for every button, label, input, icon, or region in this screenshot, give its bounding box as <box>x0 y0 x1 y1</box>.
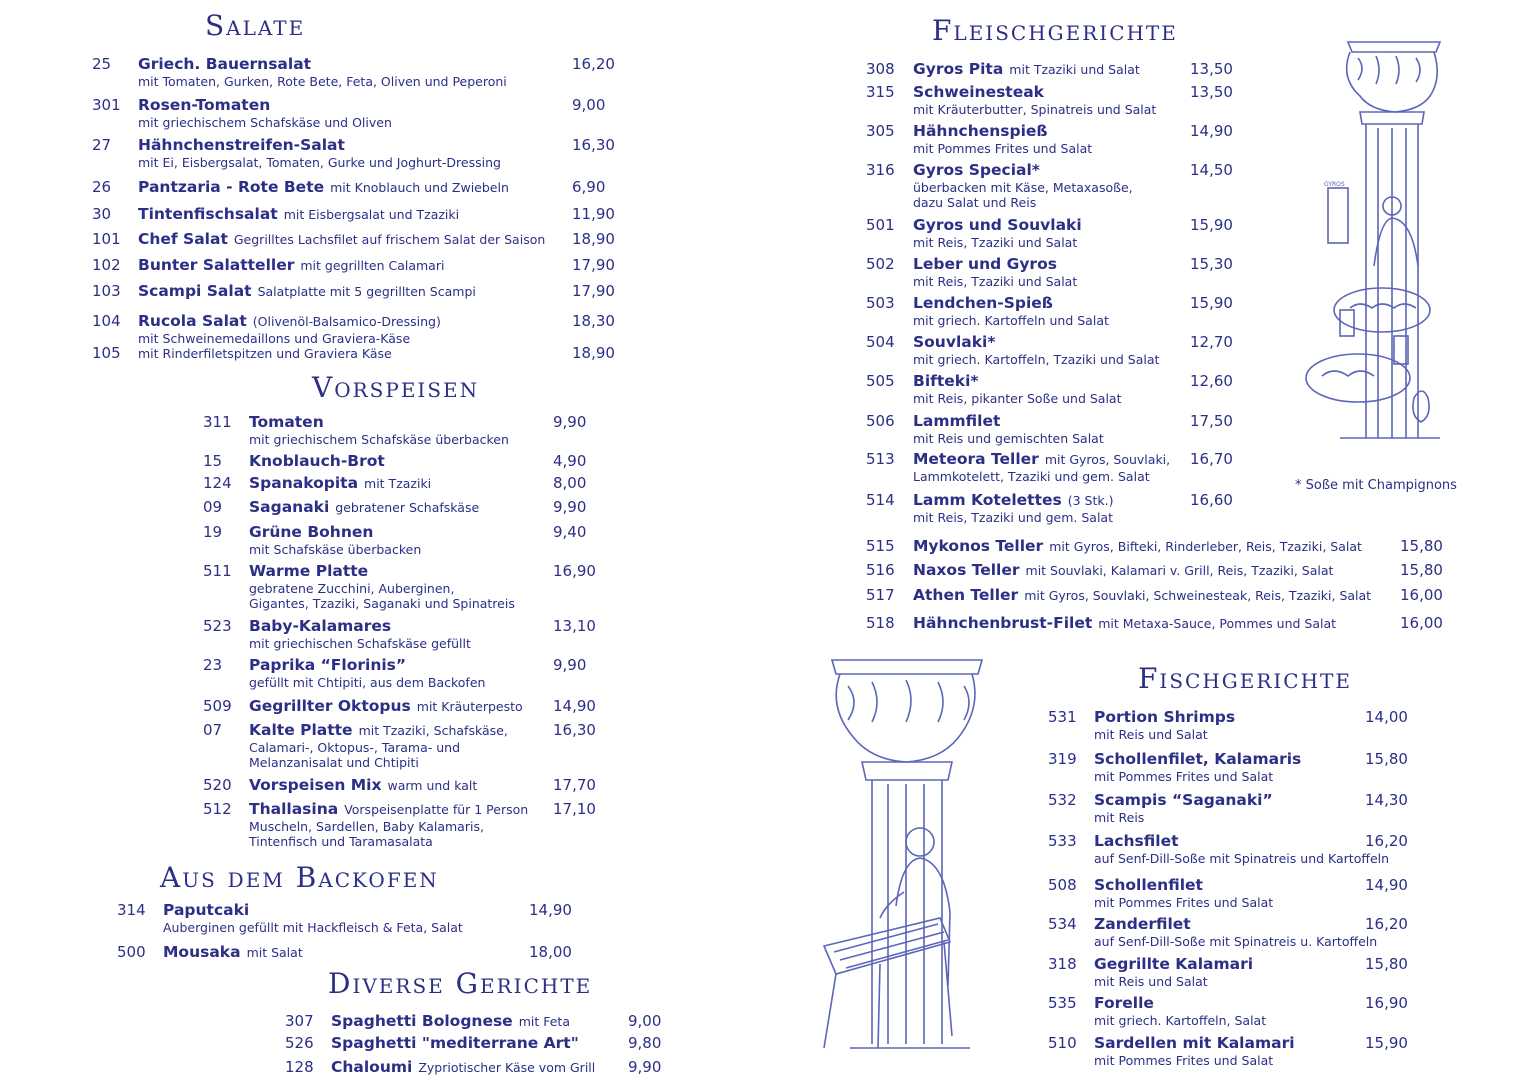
column-waiter-icon <box>1300 38 1450 448</box>
item-description: mit Reis und Salat <box>1094 974 1208 989</box>
item-number: 314 <box>117 901 146 919</box>
item-title-line <box>913 412 1000 430</box>
item-description: auf Senf-Dill-Soße mit Spinatreis und Kartoffeln <box>1094 851 1390 866</box>
item-title: Gyros Special* <box>913 161 1040 179</box>
item-price: 17,10 <box>553 800 596 818</box>
item-title-line <box>913 372 979 390</box>
item-price: 9,00 <box>628 1012 662 1030</box>
item-title: Paprika “Florinis” <box>249 656 407 674</box>
item-title: Lamm Kotelettes <box>913 491 1062 509</box>
item-inline-description: mit Kräuterpesto <box>416 699 523 714</box>
item-number: 09 <box>203 498 223 516</box>
item-description: mit griechischem Schafskäse und Oliven <box>138 115 392 130</box>
item-description: Gigantes, Tzaziki, Saganaki und Spinatreis <box>249 596 515 611</box>
item-title: Schollenfilet <box>1094 876 1203 894</box>
item-description: Auberginen gefüllt mit Hackfleisch & Feta, Salat <box>163 920 463 935</box>
item-title-line <box>1094 955 1253 973</box>
item-price: 17,90 <box>572 282 615 300</box>
item-number: 501 <box>866 216 895 234</box>
item-price: 18,00 <box>529 943 572 961</box>
item-title-line <box>913 450 1170 469</box>
item-number: 535 <box>1048 994 1077 1012</box>
heading-salate: Salate <box>205 9 306 42</box>
item-description: mit Pommes Frites und Salat <box>1094 769 1274 784</box>
item-title: Tomaten <box>249 413 324 431</box>
item-inline-description: mit Eisbergsalat und Tzaziki <box>283 207 460 222</box>
item-price: 9,90 <box>628 1058 662 1076</box>
column-grill-chef-icon <box>820 656 990 1066</box>
item-price: 15,80 <box>1400 537 1443 555</box>
item-price: 12,70 <box>1190 333 1233 351</box>
item-title: Hähnchenstreifen-Salat <box>138 136 345 154</box>
item-price: 16,00 <box>1400 586 1443 604</box>
item-inline-description: mit gegrillten Calamari <box>300 258 445 273</box>
item-title-line <box>1094 876 1203 894</box>
item-title: Bifteki* <box>913 372 979 390</box>
item-title: Mykonos Teller <box>913 537 1044 555</box>
item-title: Scampis “Saganaki” <box>1094 791 1273 809</box>
item-number: 30 <box>92 205 112 223</box>
item-inline-description: mit Tzaziki, Schafskäse, <box>358 723 508 738</box>
item-price: 15,90 <box>1190 216 1233 234</box>
item-title-line <box>913 294 1053 312</box>
item-number: 531 <box>1048 708 1077 726</box>
item-title: Mousaka <box>163 943 241 961</box>
item-title-line <box>1094 915 1191 933</box>
item-number: 523 <box>203 617 232 635</box>
item-description: mit griechischen Schafskäse gefüllt <box>249 636 471 651</box>
item-title: Schollenfilet, Kalamaris <box>1094 750 1302 768</box>
item-title-line <box>138 178 509 197</box>
item-price: 16,90 <box>553 562 596 580</box>
item-number: 319 <box>1048 750 1077 768</box>
item-title-line <box>138 55 311 73</box>
item-price: 11,90 <box>572 205 615 223</box>
item-title: Leber und Gyros <box>913 255 1057 273</box>
item-price: 14,50 <box>1190 161 1233 179</box>
item-price: 17,50 <box>1190 412 1233 430</box>
item-title: Rosen-Tomaten <box>138 96 271 114</box>
item-description: mit Reis und Salat <box>1094 727 1208 742</box>
item-title-line <box>1094 750 1301 768</box>
item-title-line <box>331 1012 570 1031</box>
item-inline-description: mit Souvlaki, Kalamari v. Grill, Reis, Tzaziki, Salat <box>1025 563 1334 578</box>
item-number: 510 <box>1048 1034 1077 1052</box>
item-description: mit Tomaten, Gurken, Rote Bete, Feta, Oliven und Peperoni <box>138 74 507 89</box>
item-title-line <box>163 943 303 962</box>
item-title: Naxos Teller <box>913 561 1020 579</box>
item-price: 9,90 <box>553 498 587 516</box>
item-number: 128 <box>285 1058 314 1076</box>
item-description: mit Reis <box>1094 810 1145 825</box>
item-title: Spaghetti "mediterrane Art" <box>331 1034 579 1052</box>
item-title: Lammfilet <box>913 412 1001 430</box>
item-inline-description: mit Feta <box>518 1014 570 1029</box>
item-title: Hähnchenspieß <box>913 122 1048 140</box>
item-price: 9,80 <box>628 1034 662 1052</box>
item-inline-description: warm und kalt <box>387 778 478 793</box>
item-price: 9,40 <box>553 523 587 541</box>
item-description: mit Reis, Tzaziki und gem. Salat <box>913 510 1113 525</box>
item-description: mit Schafskäse überbacken <box>249 542 422 557</box>
item-title: Lendchen-Spieß <box>913 294 1053 312</box>
item-price: 13,50 <box>1190 60 1233 78</box>
item-number: 506 <box>866 412 895 430</box>
item-number: 308 <box>866 60 895 78</box>
item-inline-description: mit Gyros, Souvlaki, Schweinesteak, Reis, Tzaziki, Salat <box>1024 588 1372 603</box>
item-description: Calamari-, Oktopus-, Tarama- und <box>249 740 461 755</box>
item-inline-description: mit Knoblauch und Zwiebeln <box>330 180 509 195</box>
item-title-line <box>138 136 345 154</box>
item-title: Spaghetti Bolognese <box>331 1012 513 1030</box>
item-number: 26 <box>92 178 112 196</box>
item-price: 16,00 <box>1400 614 1443 632</box>
item-title-line <box>913 561 1333 580</box>
item-description: mit Reis, pikanter Soße und Salat <box>913 391 1122 406</box>
item-description: Tintenfisch und Taramasalata <box>249 834 433 849</box>
item-description: mit Schweinemedaillons und Graviera-Käse <box>138 331 411 346</box>
item-title: Gyros Pita <box>913 60 1004 78</box>
item-price: 18,90 <box>572 230 615 248</box>
item-title: Chef Salat <box>138 230 228 248</box>
item-number: 513 <box>866 450 895 468</box>
item-title: Zanderfilet <box>1094 915 1191 933</box>
item-title-line <box>913 216 1082 234</box>
item-title-line <box>249 697 523 716</box>
item-number: 526 <box>285 1034 314 1052</box>
item-number: 533 <box>1048 832 1077 850</box>
item-description: Melanzanisalat und Chtipiti <box>249 755 419 770</box>
item-number: 505 <box>866 372 895 390</box>
item-description: mit Kräuterbutter, Spinatreis und Salat <box>913 102 1157 117</box>
item-title: Schweinesteak <box>913 83 1044 101</box>
item-number: 315 <box>866 83 895 101</box>
item-title: Gyros und Souvlaki <box>913 216 1082 234</box>
item-price: 4,90 <box>553 452 587 470</box>
item-title: Kalte Platte <box>249 721 353 739</box>
item-price: 17,90 <box>572 256 615 274</box>
item-description: mit Pommes Frites und Salat <box>913 141 1093 156</box>
item-number: 512 <box>203 800 232 818</box>
item-title: Grüne Bohnen <box>249 523 374 541</box>
item-number: 516 <box>866 561 895 579</box>
item-number: 25 <box>92 55 112 73</box>
item-number: 504 <box>866 333 895 351</box>
item-price: 16,20 <box>572 55 615 73</box>
item-title-line <box>913 60 1140 79</box>
item-title: Paputcaki <box>163 901 250 919</box>
item-number: 534 <box>1048 915 1077 933</box>
item-title: Souvlaki* <box>913 333 996 351</box>
item-price: 9,00 <box>572 96 606 114</box>
item-number: 07 <box>203 721 223 739</box>
item-number: 19 <box>203 523 223 541</box>
item-title-line <box>138 205 459 224</box>
item-price: 9,90 <box>553 413 587 431</box>
item-title-line <box>913 122 1048 140</box>
footnote: * Soße mit Champignons <box>1295 478 1457 493</box>
item-price: 16,90 <box>1365 994 1408 1012</box>
item-title: Forelle <box>1094 994 1154 1012</box>
item-number: 514 <box>866 491 895 509</box>
item-title: Gegrillte Kalamari <box>1094 955 1254 973</box>
item-number: 307 <box>285 1012 314 1030</box>
item-description: Lammkotelett, Tzaziki und gem. Salat <box>913 469 1150 484</box>
item-title-line <box>1094 1034 1295 1052</box>
item-title: Chaloumi <box>331 1058 413 1076</box>
item-title: Gegrillter Oktopus <box>249 697 411 715</box>
item-number: 15 <box>203 452 223 470</box>
item-title-line <box>1094 708 1235 726</box>
item-number: 515 <box>866 537 895 555</box>
item-number: 511 <box>203 562 232 580</box>
item-description: Muscheln, Sardellen, Baby Kalamaris, <box>249 819 484 834</box>
item-title: Tintenfischsalat <box>138 205 278 223</box>
item-description: gebratene Zucchini, Auberginen, <box>249 581 455 596</box>
item-title: Lachsfilet <box>1094 832 1179 850</box>
item-title-line <box>913 255 1057 273</box>
item-description: mit griech. Kartoffeln, Tzaziki und Salat <box>913 352 1160 367</box>
item-price: 6,90 <box>572 178 606 196</box>
item-inline-description: Salatplatte mit 5 gegrillten Scampi <box>257 284 476 299</box>
item-title: Portion Shrimps <box>1094 708 1236 726</box>
item-price: 15,90 <box>1190 294 1233 312</box>
item-title: Saganaki <box>249 498 330 516</box>
item-inline-description: (Olivenöl-Balsamico-Dressing) <box>252 314 441 329</box>
item-title-line <box>913 161 1040 179</box>
item-inline-description: mit Metaxa-Sauce, Pommes und Salat <box>1098 616 1337 631</box>
item-title: Bunter Salatteller <box>138 256 295 274</box>
item-inline-description: mit Gyros, Souvlaki, <box>1044 452 1171 467</box>
item-title-line <box>138 230 545 249</box>
item-price: 16,20 <box>1365 832 1408 850</box>
item-price: 12,60 <box>1190 372 1233 390</box>
item-title-line <box>913 537 1362 556</box>
item-number: 305 <box>866 122 895 140</box>
item-number: 518 <box>866 614 895 632</box>
item-title: Meteora Teller <box>913 450 1039 468</box>
item-inline-description: mit Tzaziki und Salat <box>1009 62 1140 77</box>
item-description: mit Ei, Eisbergsalat, Tomaten, Gurke und Joghurt-Dressing <box>138 155 501 170</box>
item-title: Athen Teller <box>913 586 1019 604</box>
item-title-line <box>249 776 477 795</box>
item-number: 503 <box>866 294 895 312</box>
item-title-line <box>163 901 249 919</box>
item-price: 14,90 <box>1190 122 1233 140</box>
item-inline-description: (3 Stk.) <box>1067 493 1114 508</box>
item-inline-description: Vorspeisenplatte für 1 Person <box>344 802 529 817</box>
item-number: 532 <box>1048 791 1077 809</box>
item-title-line <box>1094 832 1179 850</box>
item-title-line <box>249 721 508 740</box>
item-price: 17,70 <box>553 776 596 794</box>
item-title: Sardellen mit Kalamari <box>1094 1034 1295 1052</box>
item-description: mit griechischem Schafskäse überbacken <box>249 432 509 447</box>
item-price: 16,30 <box>572 136 615 154</box>
item-price: 13,50 <box>1190 83 1233 101</box>
item-title-line <box>913 491 1113 510</box>
item-price: 14,90 <box>529 901 572 919</box>
item-description: mit griech. Kartoffeln und Salat <box>913 313 1109 328</box>
item-title-line <box>913 614 1336 633</box>
item-number: 105 <box>92 344 121 362</box>
item-description: dazu Salat und Reis <box>913 195 1037 210</box>
item-description: mit Pommes Frites und Salat <box>1094 895 1274 910</box>
heading-diverse: Diverse Gerichte <box>328 967 593 1000</box>
item-title: Scampi Salat <box>138 282 252 300</box>
item-title: Pantzaria - Rote Bete <box>138 178 325 196</box>
item-title: Thallasina <box>249 800 339 818</box>
item-number: 502 <box>866 255 895 273</box>
item-title: Griech. Bauernsalat <box>138 55 312 73</box>
item-description: gefüllt mit Chtipiti, aus dem Backofen <box>249 675 486 690</box>
heading-vorspeisen: Vorspeisen <box>312 371 480 404</box>
item-number: 316 <box>866 161 895 179</box>
item-number: 102 <box>92 256 121 274</box>
item-price: 15,80 <box>1365 750 1408 768</box>
item-number: 101 <box>92 230 121 248</box>
item-inline-description: mit Gyros, Bifteki, Rinderleber, Reis, Tzaziki, Salat <box>1049 539 1362 554</box>
heading-fisch: Fischgerichte <box>1138 662 1352 695</box>
item-price: 16,70 <box>1190 450 1233 468</box>
item-number: 517 <box>866 586 895 604</box>
item-title: Hähnchenbrust-Filet <box>913 614 1093 632</box>
item-price: 15,90 <box>1365 1034 1408 1052</box>
item-number: 500 <box>117 943 146 961</box>
item-number: 509 <box>203 697 232 715</box>
item-price: 8,00 <box>553 474 587 492</box>
item-title-line <box>913 333 995 351</box>
item-description: überbacken mit Käse, Metaxasoße, <box>913 180 1133 195</box>
item-title-line <box>913 83 1044 101</box>
item-inline-description: mit Tzaziki <box>364 476 432 491</box>
item-description: mit griech. Kartoffeln, Salat <box>1094 1013 1267 1028</box>
item-number: 520 <box>203 776 232 794</box>
item-title-line <box>138 282 476 301</box>
item-number: 301 <box>92 96 121 114</box>
item-title-line <box>249 474 431 493</box>
item-title-line <box>1094 994 1154 1012</box>
item-title-line <box>913 586 1371 605</box>
item-title-line <box>331 1034 579 1052</box>
item-title: Spanakopita <box>249 474 359 492</box>
item-title-line <box>249 498 479 517</box>
item-inline-description: gebratener Schafskäse <box>335 500 480 515</box>
item-description: mit Pommes Frites und Salat <box>1094 1053 1274 1068</box>
item-price: 15,80 <box>1365 955 1408 973</box>
item-price: 14,90 <box>553 697 596 715</box>
item-number: 124 <box>203 474 232 492</box>
item-number: 27 <box>92 136 112 154</box>
item-price: 14,30 <box>1365 791 1408 809</box>
item-price: 15,80 <box>1400 561 1443 579</box>
item-description: mit Reis, Tzaziki und Salat <box>913 274 1078 289</box>
item-title-line <box>249 617 391 635</box>
item-title-line <box>138 96 270 114</box>
item-description: mit Rinderfiletspitzen und Graviera Käse <box>138 346 392 361</box>
item-title-line <box>249 656 406 674</box>
item-number: 311 <box>203 413 232 431</box>
item-number: 318 <box>1048 955 1077 973</box>
item-price: 16,30 <box>553 721 596 739</box>
item-inline-description: mit Salat <box>246 945 303 960</box>
item-number: 508 <box>1048 876 1077 894</box>
item-title-line <box>249 800 528 819</box>
item-title: Knoblauch-Brot <box>249 452 385 470</box>
item-title: Rucola Salat <box>138 312 247 330</box>
item-description: auf Senf-Dill-Soße mit Spinatreis u. Kartoffeln <box>1094 934 1378 949</box>
item-price: 16,60 <box>1190 491 1233 509</box>
item-title-line <box>138 312 441 331</box>
heading-fleisch: Fleischgerichte <box>932 14 1178 47</box>
item-title-line <box>249 562 368 580</box>
item-title: Vorspeisen Mix <box>249 776 382 794</box>
gyros-label: GYROS <box>1324 181 1345 188</box>
item-title-line <box>138 256 444 275</box>
item-title-line <box>331 1058 595 1077</box>
item-number: 103 <box>92 282 121 300</box>
item-price: 15,30 <box>1190 255 1233 273</box>
item-price: 18,30 <box>572 312 615 330</box>
item-title-line <box>1094 791 1273 809</box>
item-price: 18,90 <box>572 344 615 362</box>
item-inline-description: Gegrilltes Lachsfilet auf frischem Salat der Saison <box>233 232 546 247</box>
item-price: 14,00 <box>1365 708 1408 726</box>
item-description: mit Reis, Tzaziki und Salat <box>913 235 1078 250</box>
item-price: 13,10 <box>553 617 596 635</box>
item-price: 16,20 <box>1365 915 1408 933</box>
item-title-line <box>249 413 324 431</box>
item-title: Baby-Kalamares <box>249 617 392 635</box>
item-title-line <box>249 452 385 470</box>
item-price: 14,90 <box>1365 876 1408 894</box>
item-number: 23 <box>203 656 223 674</box>
item-description: mit Reis und gemischten Salat <box>913 431 1104 446</box>
item-title: Warme Platte <box>249 562 369 580</box>
heading-backofen: Aus dem Backofen <box>160 861 439 894</box>
item-title-line <box>249 523 373 541</box>
item-price: 9,90 <box>553 656 587 674</box>
item-inline-description: Zypriotischer Käse vom Grill <box>418 1060 596 1075</box>
item-number: 104 <box>92 312 121 330</box>
